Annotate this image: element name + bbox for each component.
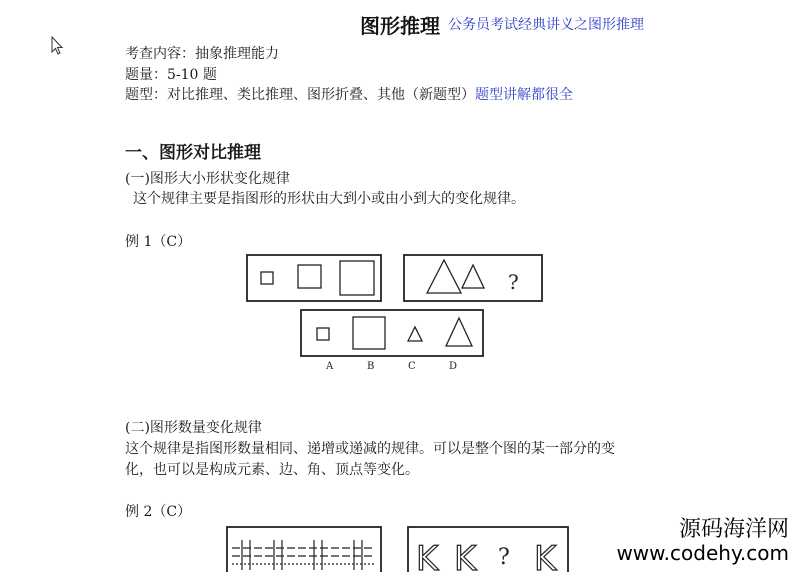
intro-types-link[interactable]: 题型讲解都很全 bbox=[475, 87, 573, 103]
large-square-icon bbox=[340, 261, 374, 295]
sequence-box-squares bbox=[247, 255, 381, 301]
large-triangle-icon bbox=[427, 260, 461, 293]
mouse-cursor-icon bbox=[50, 36, 66, 56]
section-heading: 一、图形对比推理 bbox=[125, 143, 261, 163]
parallel-lines-pattern bbox=[232, 540, 374, 570]
subsection-description-quantity-line2: 化，也可以是构成元素、边、角、顶点等变化。 bbox=[125, 462, 419, 478]
intro-content-line: 考查内容：抽象推理能力 bbox=[125, 46, 279, 62]
option-b-label: B bbox=[367, 361, 375, 372]
medium-square-icon bbox=[298, 265, 321, 288]
sequence-box-triangles bbox=[404, 255, 542, 301]
watermark bbox=[610, 516, 795, 566]
option-c-triangle-icon bbox=[408, 327, 422, 341]
example-1-question-figure bbox=[245, 253, 545, 305]
watermark-site-name: 源码海洋网 bbox=[678, 517, 789, 542]
medium-triangle-icon bbox=[462, 265, 484, 288]
letter-k-1: K bbox=[416, 539, 439, 572]
example-1-options-figure bbox=[299, 308, 489, 376]
example-2-question-figure bbox=[226, 526, 576, 572]
subsection-heading-quantity: (二)图形数量变化规律 bbox=[125, 420, 262, 436]
subsection-description-quantity-line1: 这个规律是指图形数量相同、递增或递减的规律。可以是整个图的某一部分的变 bbox=[125, 441, 615, 457]
intro-types-line bbox=[125, 86, 573, 104]
option-a-label: A bbox=[326, 361, 334, 372]
example-2-label: 例 2（C） bbox=[125, 504, 192, 520]
option-b-square-icon bbox=[353, 317, 385, 349]
option-c-label: C bbox=[408, 361, 416, 372]
options-box bbox=[301, 310, 483, 356]
intro-quantity-line: 题量：5-10 题 bbox=[125, 67, 217, 83]
watermark-url: www.codehy.com bbox=[616, 541, 789, 565]
example-2-question-mark: ? bbox=[498, 545, 510, 570]
question-mark: ? bbox=[508, 270, 519, 294]
option-d-triangle-icon bbox=[446, 318, 472, 346]
example-1-label: 例 1（C） bbox=[125, 234, 192, 250]
page-subtitle: 公务员考试经典讲义之图形推理 bbox=[448, 17, 644, 33]
page-title: 图形推理 bbox=[360, 14, 440, 38]
small-square-icon bbox=[261, 272, 273, 284]
letter-k-3: K bbox=[534, 539, 557, 572]
option-a-square-icon bbox=[317, 328, 329, 340]
option-d-label: D bbox=[449, 361, 458, 372]
subsection-heading-size-shape: (一)图形大小形状变化规律 bbox=[125, 171, 290, 187]
letter-k-2: K bbox=[454, 539, 477, 572]
subsection-description-size-shape: 这个规律主要是指图形的形状由大到小或由小到大的变化规律。 bbox=[133, 191, 525, 207]
intro-types-text: 题型：对比推理、类比推理、图形折叠、其他（新题型） bbox=[125, 87, 475, 103]
